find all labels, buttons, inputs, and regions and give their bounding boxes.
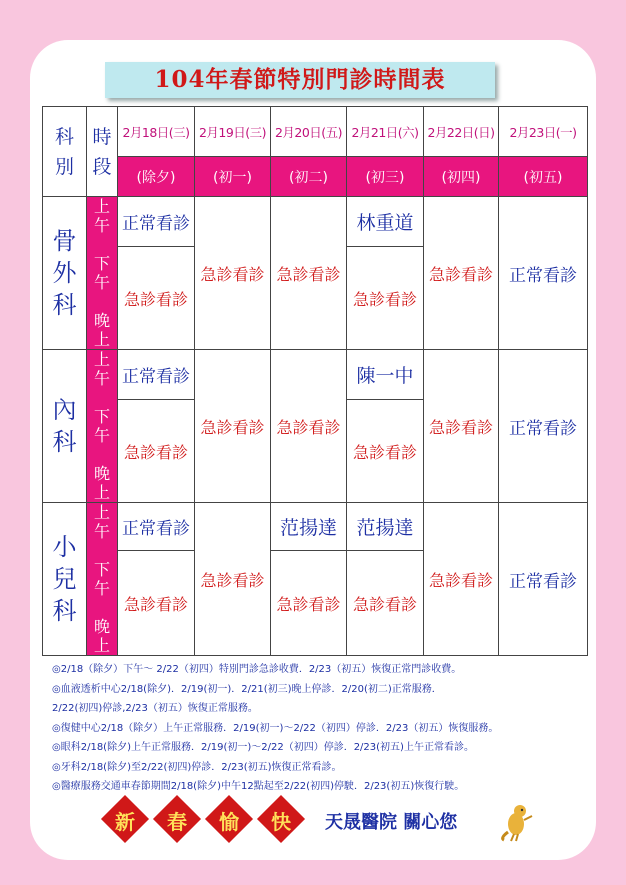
slot-column: 上午 下午 晚上 [87,503,118,656]
note-line: ◎復健中心2/18（除夕）上午正常服務．2/19(初一)～2/22（初四）停診．2/23（初五）恢復服務。 [52,722,499,734]
lunar-header: (初五) [499,157,588,197]
note-line: ◎2/18（除夕）下午～ 2/22（初四）特別門診急診收費．2/23（初五）恢復正常門診收費。 [52,664,462,675]
schedule-cell: 急診看診 [424,197,499,350]
slot-column: 上午 下午 晚上 [87,350,118,503]
schedule-cell: 正常看診 [499,503,588,656]
hospital-slogan: 天晟醫院 關心您 [325,812,458,833]
schedule-table [42,106,588,656]
dept-orthopedics: 骨 外 科 [43,197,87,350]
schedule-cell: 正常看診 [118,350,195,400]
note-line: ◎牙科2/18(除夕)至2/22(初四)停診．2/23(初五)恢復正常看診。 [52,761,342,773]
lunar-header: (除夕) [118,157,195,197]
date-header: 2月21日(六) [347,107,424,157]
doctor-name: 范揚達 [347,503,424,551]
schedule-cell: 正常看診 [499,197,588,350]
doctor-name: 林重道 [347,197,424,247]
schedule-cell: 急診看診 [424,350,499,503]
lunar-header: (初三) [347,157,424,197]
date-header: 2月20日(五) [271,107,347,157]
lunar-header: (初四) [424,157,499,197]
footer [100,800,540,844]
schedule-cell: 急診看診 [118,551,195,656]
note-line: ◎醫療服務交通車春節期間2/18(除夕)中午12點起至2/22(初四)停駛．2/23(初五)恢復行駛。 [52,781,465,792]
dept-pediatrics: 小 兒 科 [43,503,87,656]
date-header: 2月22日(日) [424,107,499,157]
schedule-cell: 急診看診 [271,350,347,503]
note-line: 2/22(初四)停診,2/23（初五）恢復正常服務。 [52,703,258,714]
greeting-char: 新 [115,810,135,834]
page-title: 104年春節特別門診時間表 [105,62,495,98]
date-header: 2月19日(三) [195,107,271,157]
greeting-char: 快 [271,810,291,834]
schedule-cell: 急診看診 [195,350,271,503]
lunar-header: (初一) [195,157,271,197]
schedule-cell: 急診看診 [347,247,424,350]
note-line: ◎血液透析中心2/18(除夕)．2/19(初一)．2/21(初三)晚上停診．2/20(初二)正常服務． [52,683,442,695]
lunar-header: (初二) [271,157,347,197]
schedule-cell: 急診看診 [271,197,347,350]
schedule-cell: 急診看診 [118,400,195,503]
schedule-cell: 正常看診 [118,503,195,551]
schedule-cell: 正常看診 [499,350,588,503]
schedule-cell: 急診看診 [347,551,424,656]
dept-header: 科 別 [43,107,87,197]
greeting-char: 愉 [219,810,239,834]
schedule-cell: 急診看診 [195,197,271,350]
greeting-char: 春 [167,810,187,834]
schedule-cell: 急診看診 [271,551,347,656]
slot-column: 上午 下午 晚上 [87,197,118,350]
note-line: ◎眼科2/18(除夕)上午正常服務．2/19(初一)～2/22（初四）停診．2/23(初五)上午正常看診。 [52,742,474,753]
doctor-name: 范揚達 [271,503,347,551]
doctor-name: 陳一中 [347,350,424,400]
date-header: 2月18日(三) [118,107,195,157]
schedule-cell: 急診看診 [347,400,424,503]
mascot-icon [500,802,536,842]
schedule-cell: 急診看診 [118,247,195,350]
schedule-cell: 急診看診 [424,503,499,656]
slot-header: 時 段 [87,107,118,197]
dept-internal-medicine: 內 科 [43,350,87,503]
schedule-cell: 急診看診 [195,503,271,656]
date-header: 2月23日(一) [499,107,588,157]
notes-section [52,660,592,797]
schedule-cell: 正常看診 [118,197,195,247]
